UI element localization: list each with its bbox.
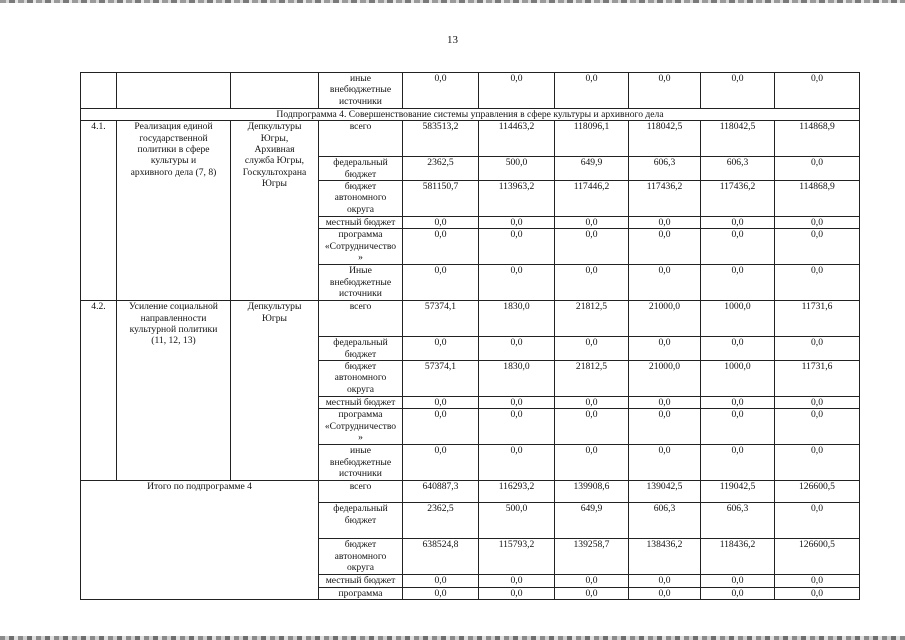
value-cell: 0,0 xyxy=(555,73,629,109)
value-cell: 114868,9 xyxy=(775,180,860,216)
value-cell: 0,0 xyxy=(775,265,860,301)
value-cell: 1000,0 xyxy=(701,301,775,337)
value-cell: 0,0 xyxy=(775,575,860,587)
source-cell: иные внебюджетные источники xyxy=(319,445,403,481)
value-cell: 0,0 xyxy=(701,587,775,599)
value-cell: 119042,5 xyxy=(701,481,775,503)
value-cell: 21000,0 xyxy=(629,301,701,337)
value-cell: 0,0 xyxy=(701,216,775,228)
source-cell: бюджет автономного округа xyxy=(319,180,403,216)
value-cell: 0,0 xyxy=(629,445,701,481)
value-cell: 0,0 xyxy=(555,409,629,445)
value-cell: 0,0 xyxy=(775,337,860,361)
scan-edge-top xyxy=(0,0,905,3)
value-cell: 114463,2 xyxy=(479,121,555,157)
item-name: Реализация единой государственной политики в сфере культуры и архивного дела (7, 8) xyxy=(117,121,231,301)
value-cell: 0,0 xyxy=(775,409,860,445)
budget-table xyxy=(80,72,860,600)
value-cell: 0,0 xyxy=(403,575,479,587)
value-cell: 11731,6 xyxy=(775,360,860,396)
table-row xyxy=(81,121,860,157)
value-cell: 0,0 xyxy=(555,216,629,228)
value-cell: 0,0 xyxy=(403,445,479,481)
value-cell: 0,0 xyxy=(403,396,479,408)
value-cell: 1830,0 xyxy=(479,301,555,337)
value-cell: 0,0 xyxy=(629,229,701,265)
value-cell: 0,0 xyxy=(403,229,479,265)
value-cell: 0,0 xyxy=(479,396,555,408)
value-cell: 0,0 xyxy=(701,265,775,301)
source-cell: всего xyxy=(319,481,403,503)
value-cell: 0,0 xyxy=(701,575,775,587)
value-cell: 0,0 xyxy=(555,337,629,361)
value-cell: 1000,0 xyxy=(701,360,775,396)
value-cell: 500,0 xyxy=(479,503,555,539)
value-cell: 0,0 xyxy=(479,575,555,587)
source-cell: федеральный бюджет xyxy=(319,157,403,181)
value-cell: 0,0 xyxy=(701,409,775,445)
section-row xyxy=(81,109,860,121)
scan-edge-bottom xyxy=(0,636,905,640)
value-cell: 2362,5 xyxy=(403,503,479,539)
value-cell: 139908,6 xyxy=(555,481,629,503)
value-cell: 118096,1 xyxy=(555,121,629,157)
value-cell: 581150,7 xyxy=(403,180,479,216)
value-cell: 118042,5 xyxy=(629,121,701,157)
value-cell: 0,0 xyxy=(701,396,775,408)
value-cell: 1830,0 xyxy=(479,360,555,396)
value-cell: 0,0 xyxy=(479,337,555,361)
value-cell: 0,0 xyxy=(403,73,479,109)
source-cell: программа xyxy=(319,587,403,599)
value-cell: 0,0 xyxy=(479,265,555,301)
total-row xyxy=(81,481,860,503)
source-cell: бюджет автономного округа xyxy=(319,539,403,575)
value-cell: 583513,2 xyxy=(403,121,479,157)
item-executor: Депкультуры Югры xyxy=(231,301,319,481)
source-cell: иные внебюджетные источники xyxy=(319,73,403,109)
value-cell: 126600,5 xyxy=(775,539,860,575)
value-cell: 114868,9 xyxy=(775,121,860,157)
value-cell: 117436,2 xyxy=(701,180,775,216)
value-cell: 0,0 xyxy=(629,73,701,109)
source-cell: всего xyxy=(319,301,403,337)
page-number: 13 xyxy=(447,34,458,46)
value-cell: 0,0 xyxy=(479,73,555,109)
value-cell: 0,0 xyxy=(629,216,701,228)
value-cell: 0,0 xyxy=(555,587,629,599)
value-cell: 0,0 xyxy=(775,445,860,481)
value-cell: 115793,2 xyxy=(479,539,555,575)
value-cell: 21812,5 xyxy=(555,360,629,396)
value-cell: 500,0 xyxy=(479,157,555,181)
value-cell: 0,0 xyxy=(775,157,860,181)
value-cell: 0,0 xyxy=(555,229,629,265)
value-cell: 0,0 xyxy=(403,216,479,228)
value-cell: 0,0 xyxy=(775,503,860,539)
value-cell: 606,3 xyxy=(629,503,701,539)
subprogram-title: Подпрограмма 4. Совершенствование системы управления в сфере культуры и архивного дела xyxy=(81,109,860,121)
value-cell: 0,0 xyxy=(629,337,701,361)
item-executor: Депкультуры Югры, Архивная служба Югры, Госкультохрана Югры xyxy=(231,121,319,301)
value-cell: 0,0 xyxy=(403,265,479,301)
value-cell: 649,9 xyxy=(555,157,629,181)
value-cell: 0,0 xyxy=(701,73,775,109)
source-cell: программа «Сотрудничество » xyxy=(319,409,403,445)
value-cell: 606,3 xyxy=(701,503,775,539)
value-cell: 0,0 xyxy=(479,587,555,599)
value-cell: 0,0 xyxy=(479,229,555,265)
value-cell: 139042,5 xyxy=(629,481,701,503)
value-cell: 0,0 xyxy=(403,409,479,445)
value-cell: 640887,3 xyxy=(403,481,479,503)
value-cell: 0,0 xyxy=(479,216,555,228)
value-cell: 21812,5 xyxy=(555,301,629,337)
value-cell: 0,0 xyxy=(775,229,860,265)
value-cell: 57374,1 xyxy=(403,360,479,396)
value-cell: 649,9 xyxy=(555,503,629,539)
empty-cell xyxy=(231,73,319,109)
source-cell: федеральный бюджет xyxy=(319,337,403,361)
value-cell: 113963,2 xyxy=(479,180,555,216)
value-cell: 0,0 xyxy=(701,337,775,361)
value-cell: 117436,2 xyxy=(629,180,701,216)
value-cell: 0,0 xyxy=(403,337,479,361)
value-cell: 0,0 xyxy=(629,396,701,408)
value-cell: 0,0 xyxy=(555,265,629,301)
value-cell: 57374,1 xyxy=(403,301,479,337)
value-cell: 0,0 xyxy=(629,409,701,445)
table-row xyxy=(81,73,860,109)
value-cell: 21000,0 xyxy=(629,360,701,396)
value-cell: 638524,8 xyxy=(403,539,479,575)
value-cell: 117446,2 xyxy=(555,180,629,216)
value-cell: 0,0 xyxy=(775,587,860,599)
total-label: Итого по подпрограмме 4 xyxy=(81,481,319,600)
source-cell: Иные внебюджетные источники xyxy=(319,265,403,301)
source-cell: бюджет автономного округа xyxy=(319,360,403,396)
table-row xyxy=(81,301,860,337)
value-cell: 0,0 xyxy=(479,409,555,445)
empty-cell xyxy=(81,73,117,109)
value-cell: 0,0 xyxy=(629,575,701,587)
item-number: 4.1. xyxy=(81,121,117,301)
value-cell: 0,0 xyxy=(701,445,775,481)
value-cell: 118042,5 xyxy=(701,121,775,157)
value-cell: 138436,2 xyxy=(629,539,701,575)
value-cell: 2362,5 xyxy=(403,157,479,181)
source-cell: местный бюджет xyxy=(319,396,403,408)
value-cell: 0,0 xyxy=(479,445,555,481)
value-cell: 0,0 xyxy=(629,265,701,301)
value-cell: 606,3 xyxy=(701,157,775,181)
value-cell: 139258,7 xyxy=(555,539,629,575)
source-cell: программа «Сотрудничество » xyxy=(319,229,403,265)
value-cell: 0,0 xyxy=(701,229,775,265)
source-cell: федеральный бюджет xyxy=(319,503,403,539)
value-cell: 118436,2 xyxy=(701,539,775,575)
item-name: Усиление социальной направленности культурной политики (11, 12, 13) xyxy=(117,301,231,481)
value-cell: 0,0 xyxy=(555,396,629,408)
value-cell: 11731,6 xyxy=(775,301,860,337)
item-number: 4.2. xyxy=(81,301,117,481)
empty-cell xyxy=(117,73,231,109)
source-cell: местный бюджет xyxy=(319,216,403,228)
value-cell: 0,0 xyxy=(403,587,479,599)
value-cell: 126600,5 xyxy=(775,481,860,503)
value-cell: 0,0 xyxy=(629,587,701,599)
value-cell: 606,3 xyxy=(629,157,701,181)
value-cell: 0,0 xyxy=(775,396,860,408)
source-cell: местный бюджет xyxy=(319,575,403,587)
value-cell: 0,0 xyxy=(775,73,860,109)
source-cell: всего xyxy=(319,121,403,157)
value-cell: 0,0 xyxy=(775,216,860,228)
value-cell: 116293,2 xyxy=(479,481,555,503)
value-cell: 0,0 xyxy=(555,445,629,481)
value-cell: 0,0 xyxy=(555,575,629,587)
